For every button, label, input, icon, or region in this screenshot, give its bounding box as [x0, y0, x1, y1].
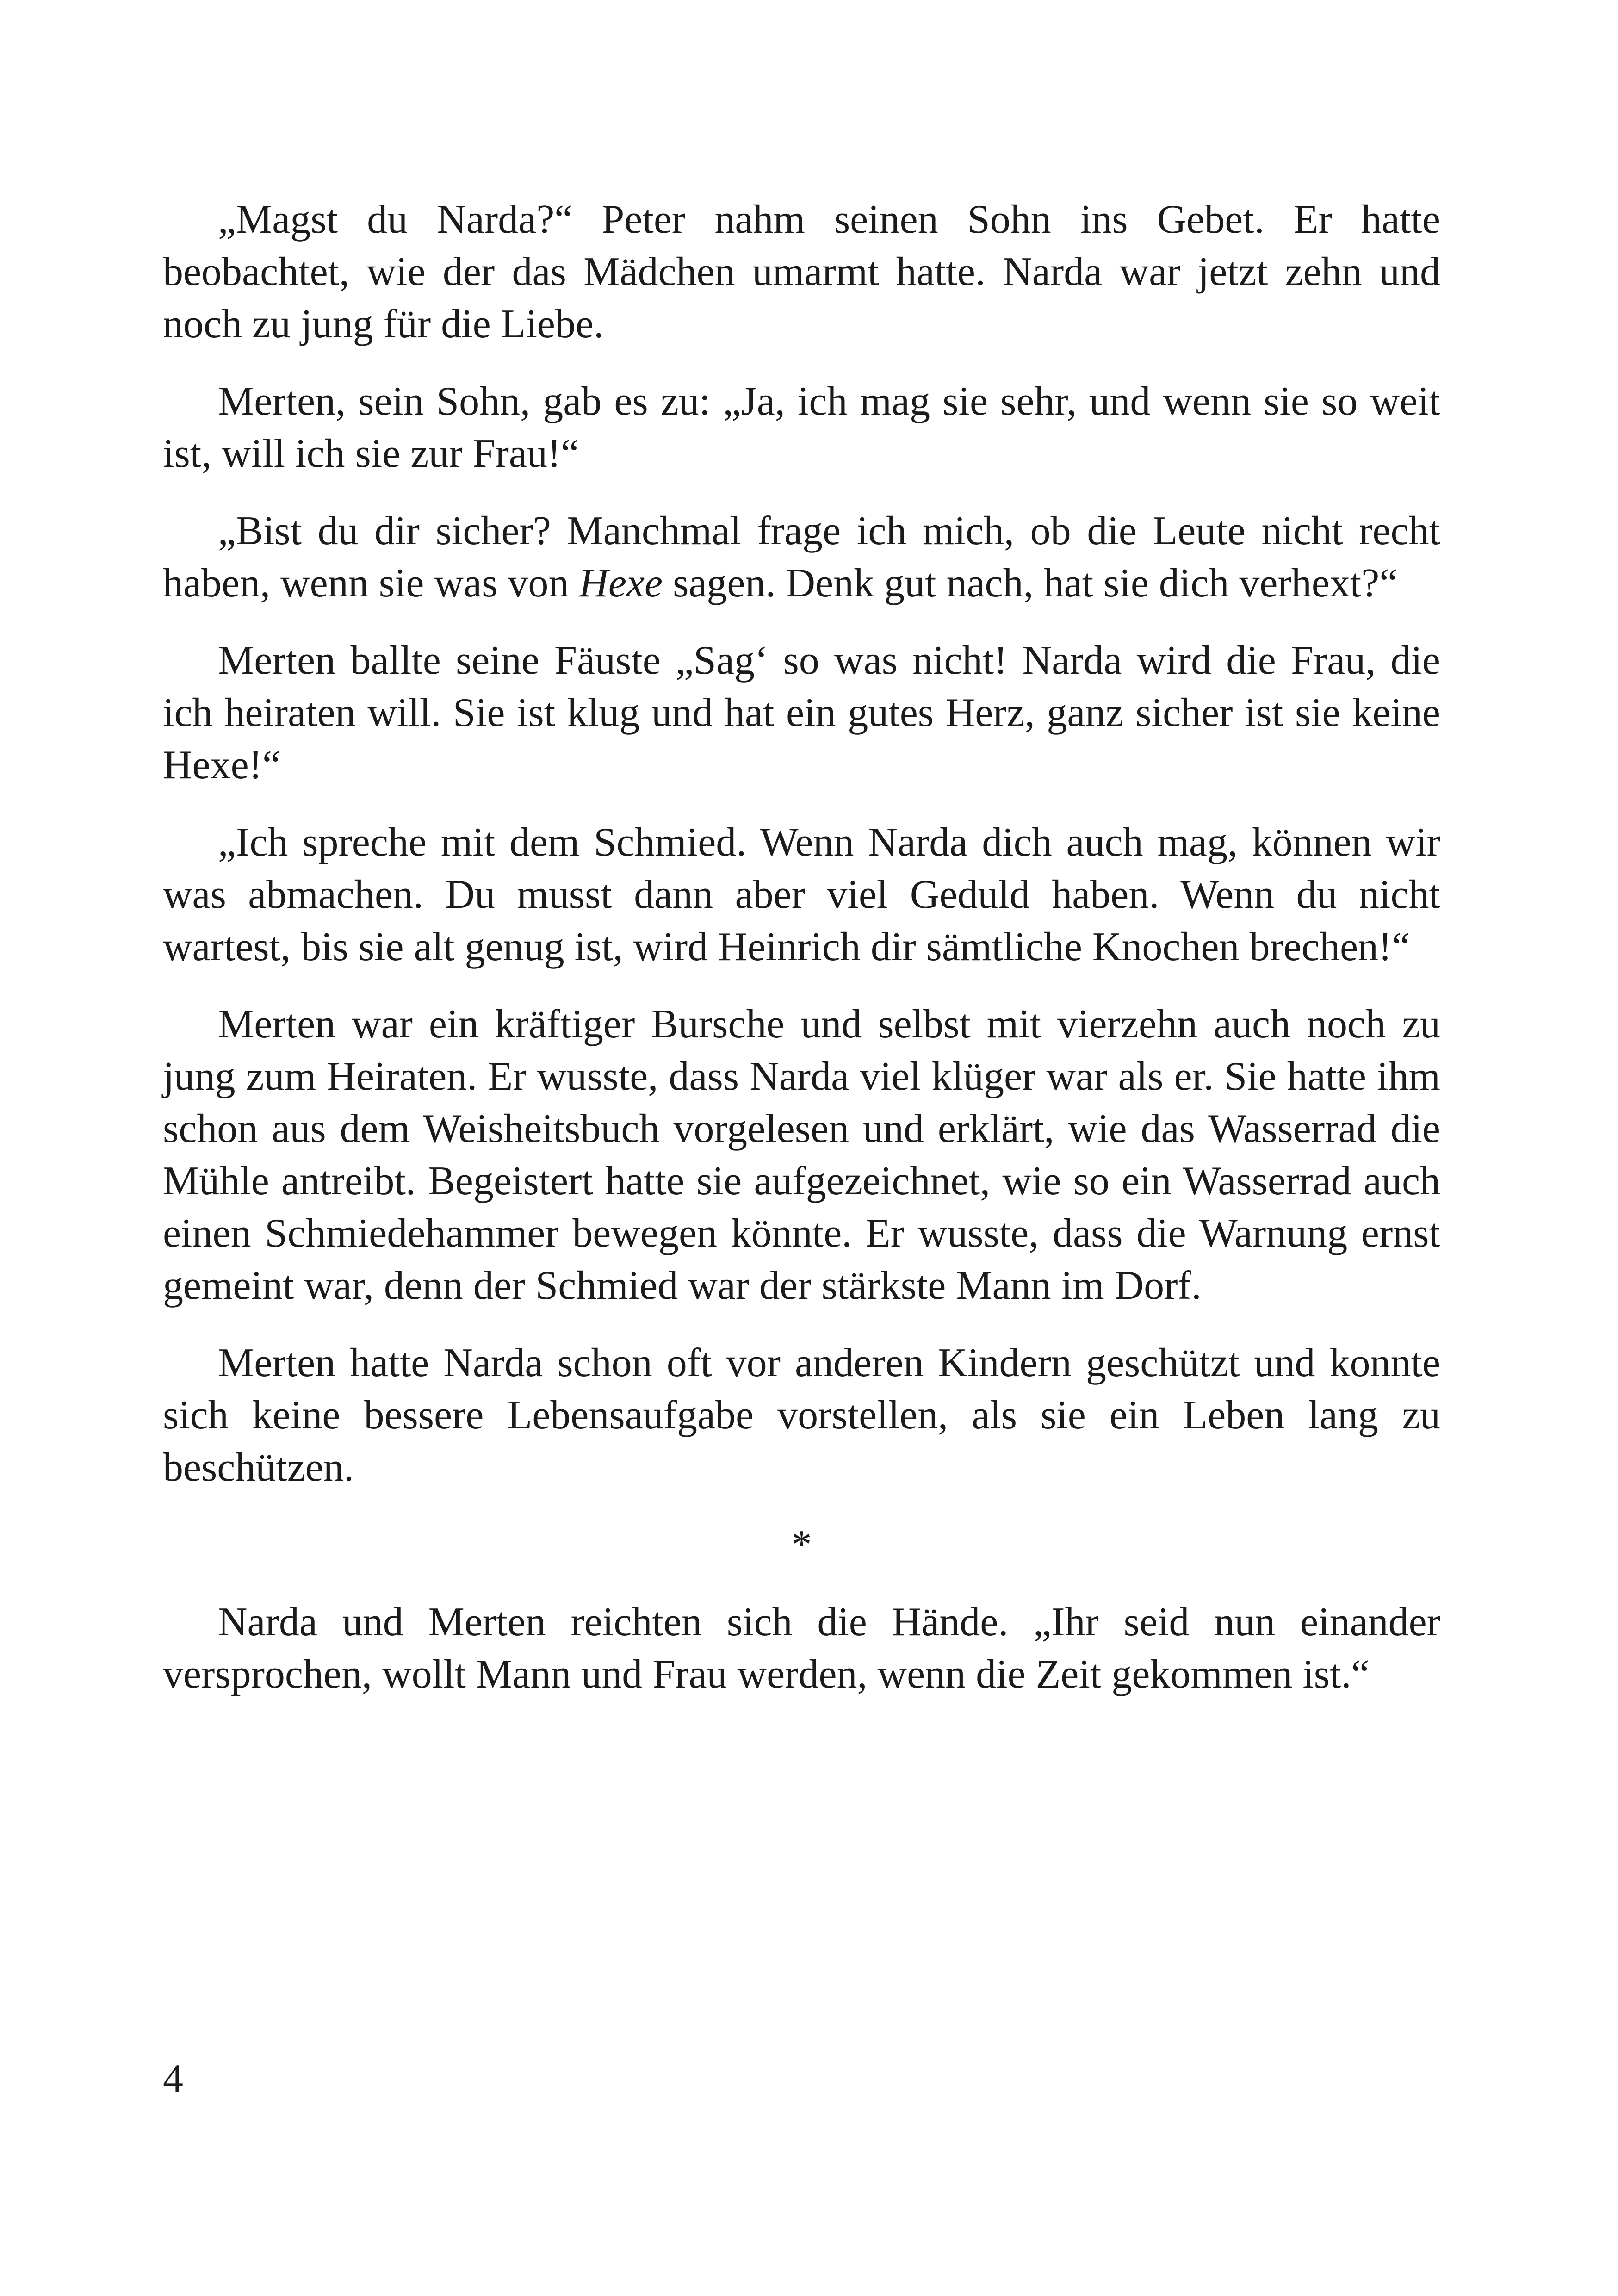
paragraph-6-text: Merten war ein kräftiger Bursche und selbst mit vierzehn auch noch zu jung zum Heiraten. Er wusste, dass Narda viel klüger war als er. Sie hatte ihm schon aus dem Weisheitsbuch vorgelesen und erklärt, wie das Wasserrad die Mühle antreibt. Begeistert hatte sie aufgezeichnet, wie so ein Wasserrad auch einen Schmiedehammer bewegen könnte. Er wusste, dass die Warnung ernst gemeint war, denn der Schmied war der stärkste Mann im Dorf.: [163, 1002, 1440, 1308]
page-number: 4: [163, 2056, 183, 2101]
paragraph-3-text-start: „Bist du dir sicher? Manchmal frage ich mich, ob die Leute nicht recht haben, wenn sie was von: [163, 509, 1440, 606]
body-text: [163, 193, 1440, 1725]
paragraph-7-text: Merten hatte Narda schon oft vor anderen Kindern geschützt und konnte sich keine bessere Lebensaufgabe vorstellen, als sie ein Leben lang zu beschützen.: [163, 1340, 1440, 1490]
scene-break-asterisk: *: [791, 1522, 812, 1567]
paragraph-1: [163, 193, 1440, 350]
paragraph-3-text-end: sagen. Denk gut nach, hat sie dich verhext?“: [663, 561, 1398, 606]
paragraph-3: [163, 505, 1440, 609]
paragraph-4-text: Merten ballte seine Fäuste „Sag‘ so was nicht! Narda wird die Frau, die ich heiraten will. Sie ist klug und hat ein gutes Herz, ganz sicher ist sie keine Hexe!“: [163, 638, 1440, 788]
paragraph-2-text: Merten, sein Sohn, gab es zu: „Ja, ich mag sie sehr, und wenn sie so weit ist, will ich sie zur Frau!“: [163, 379, 1440, 476]
paragraph-4: [163, 634, 1440, 791]
paragraph-3-italic-word: Hexe: [579, 561, 663, 606]
paragraph-1-text: „Magst du Narda?“ Peter nahm seinen Sohn ins Gebet. Er hatte beobachtet, wie der das Mädchen umarmt hatte. Narda war jetzt zehn und noch zu jung für die Liebe.: [163, 197, 1440, 347]
paragraph-5-text: „Ich spreche mit dem Schmied. Wenn Narda dich auch mag, können wir was abmachen. Du musst dann aber viel Geduld haben. Wenn du nicht wartest, bis sie alt genug ist, wird Heinrich dir sämtliche Knochen brechen!“: [163, 820, 1440, 969]
paragraph-5: [163, 816, 1440, 973]
closing-paragraph: [163, 1596, 1440, 1700]
paragraph-7: [163, 1337, 1440, 1494]
paragraph-2: [163, 375, 1440, 480]
closing-paragraph-text: Narda und Merten reichten sich die Hände. „Ihr seid nun einander versprochen, wollt Mann und Frau werden, wenn die Zeit gekommen ist.“: [163, 1600, 1440, 1697]
paragraph-6: [163, 998, 1440, 1312]
